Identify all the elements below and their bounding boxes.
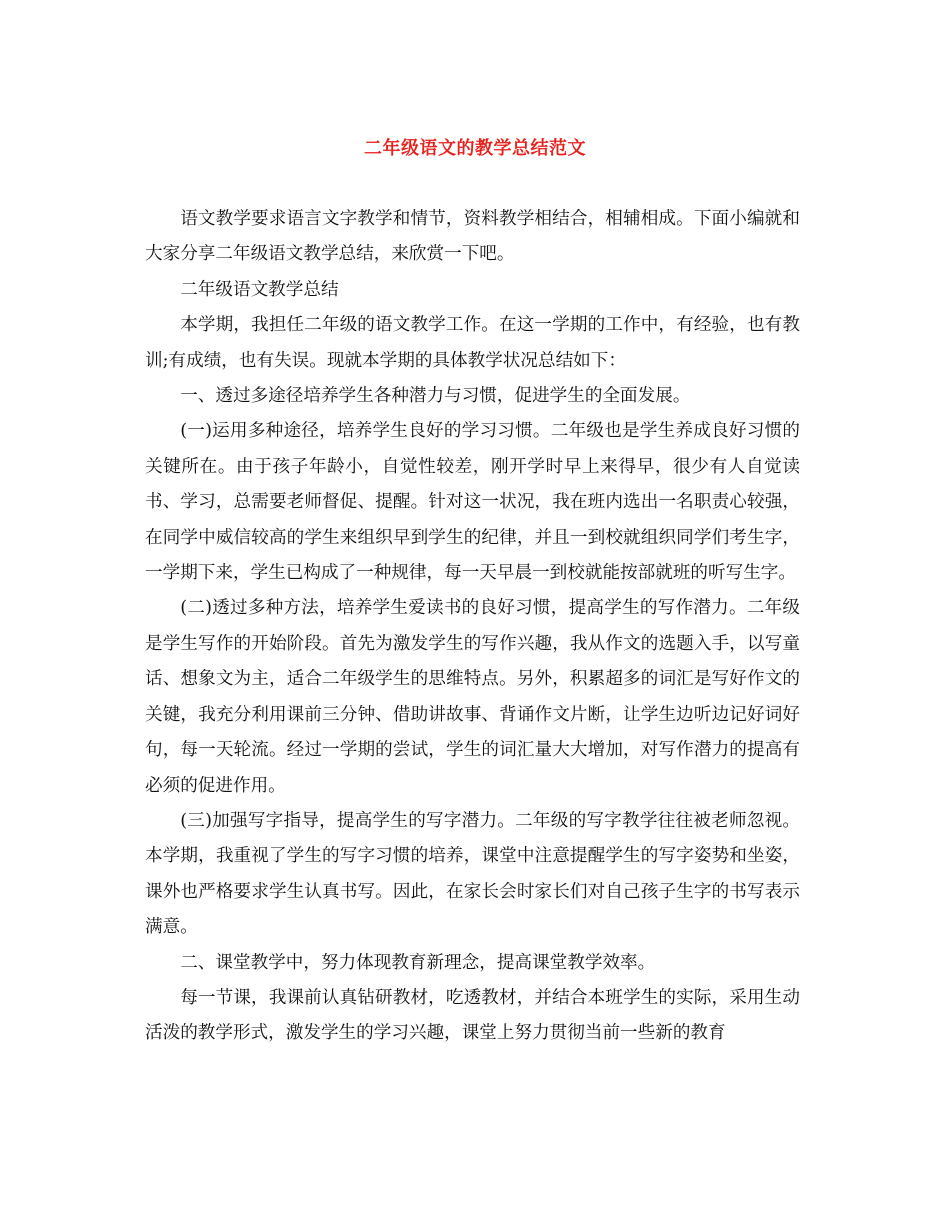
paragraph-handwriting: (三)加强写字指导，提高学生的写字潜力。二年级的写字教学往往被老师忽视。本学期，我重视了学生的写字习惯的培养，课堂中注意提醒学生的写字姿势和坐姿，课外也严格要求学生认真书写。因此，在家长会时家长们对自己孩子生字的书写表示满意。	[145, 810, 800, 938]
paragraph-section-heading: 二年级语文教学总结	[180, 279, 339, 300]
paragraph-reading-writing: (二)透过多种方法，培养学生爱读书的良好习惯，提高学生的写作潜力。二年级是学生写作的开始阶段。首先为激发学生的写作兴趣，我从作文的选题入手，以写童话、想象文为主，适合二年级学生的思维特点。另外，积累超多的词汇是写好作文的关键，我充分利用课前三分钟、借助讲故事、背诵作文片断，让学生边听边记好词好句，每一天轮流。经过一学期的尝试，学生的词汇量大大增加，对写作潜力的提高有必须的促进作用。	[145, 598, 800, 796]
document-title: 二年级语文的教学总结范文	[364, 138, 586, 159]
paragraph-part-one-heading: 一、透过多途径培养学生各种潜力与习惯，促进学生的全面发展。	[180, 386, 691, 407]
paragraph-habit-training: (一)运用多种途径，培养学生良好的学习习惯。二年级也是学生养成良好习惯的关键所在。由于孩子年龄小，自觉性较差，刚开学时早上来得早，很少有人自觉读书、学习，总需要老师督促、提醒。针对这一状况，我在班内选出一名职责心较强，在同学中威信较高的学生来组织早到学生的纪律，并且一到校就组织同学们考生字，一学期下来，学生已构成了一种规律，每一天早晨一到校就能按部就班的听写生字。	[145, 421, 800, 584]
document-body	[145, 202, 800, 1052]
paragraph-intro: 语文教学要求语言文字教学和情节，资料教学相结合，相辅相成。下面小编就和大家分享二年级语文教学总结，来欣赏一下吧。	[145, 209, 800, 265]
paragraph-part-two-heading: 二、课堂教学中，努力体现教育新理念，提高课堂教学效率。	[180, 952, 656, 973]
paragraph-overview: 本学期，我担任二年级的语文教学工作。在这一学期的工作中，有经验，也有教训;有成绩，也有失误。现就本学期的具体教学状况总结如下：	[145, 315, 800, 371]
paragraph-classroom-teaching: 每一节课，我课前认真钻研教材，吃透教材，并结合本班学生的实际，采用生动活泼的教学形式，激发学生的学习兴趣，课堂上努力贯彻当前一些新的教育	[145, 987, 800, 1044]
